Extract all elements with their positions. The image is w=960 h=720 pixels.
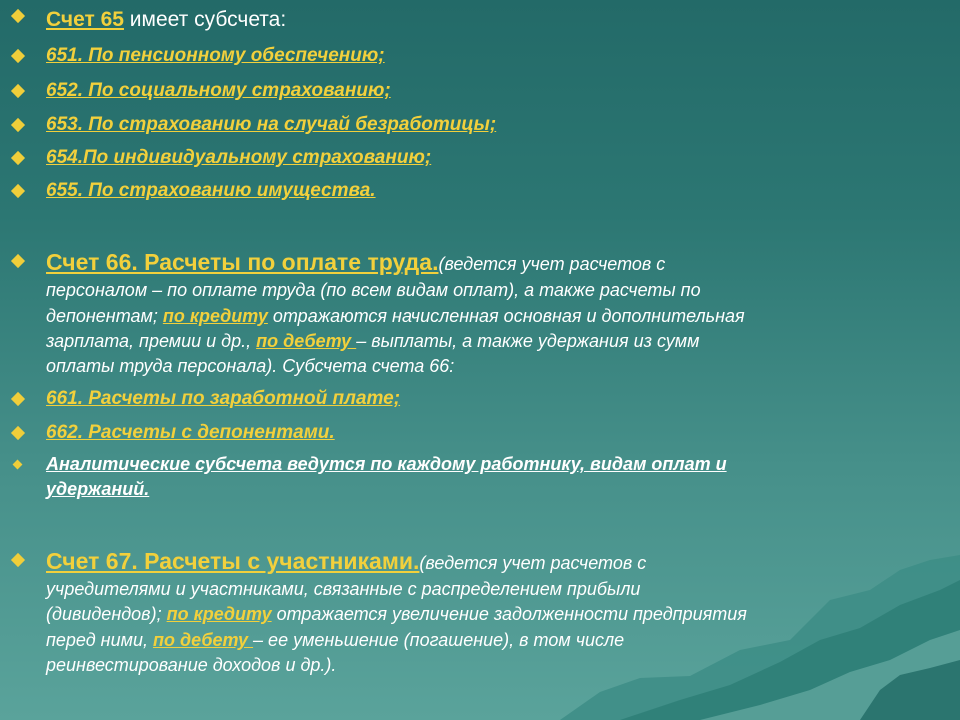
text-fragment: – выплаты, а также удержания из сумм bbox=[356, 331, 700, 351]
account-66-line3 bbox=[46, 306, 745, 327]
account-66-line5: оплаты труда персонала). Субсчета счета 66: bbox=[46, 356, 455, 376]
credit-link[interactable]: по кредиту bbox=[166, 604, 272, 624]
account-67-line3 bbox=[46, 604, 747, 625]
text-fragment: зарплата, премии и др., bbox=[46, 331, 257, 351]
account-67-desc: (ведется учет расчетов с bbox=[419, 553, 647, 573]
subaccount-661[interactable]: 661. Расчеты по заработной плате; bbox=[46, 388, 401, 409]
subaccount-655[interactable]: 655. По страхованию имущества. bbox=[46, 180, 376, 201]
text-fragment: (дивидендов); bbox=[46, 604, 167, 624]
bullet-icon bbox=[11, 84, 25, 98]
account-66-desc: (ведется учет расчетов с bbox=[438, 254, 666, 274]
bullet-icon bbox=[11, 553, 25, 567]
credit-link[interactable]: по кредиту bbox=[162, 306, 268, 326]
account-66-line2: персоналом – по оплате труда (по всем видам оплат), а также расчеты по bbox=[46, 280, 701, 300]
text-fragment: отражаются начисленная основная и дополнительная bbox=[267, 306, 745, 326]
bullet-icon bbox=[11, 426, 25, 440]
account-67-line4 bbox=[46, 630, 624, 651]
text-fragment: депонентам; bbox=[46, 306, 163, 326]
text-fragment: – ее уменьшение (погашение), в том числе bbox=[253, 630, 625, 650]
account-66-line4 bbox=[46, 331, 699, 352]
bullet-icon bbox=[13, 460, 23, 470]
subaccount-652[interactable]: 652. По социальному страхованию; bbox=[46, 80, 391, 101]
subaccount-653[interactable]: 653. По страхованию на случай безработицы; bbox=[46, 114, 497, 135]
bullet-icon bbox=[11, 392, 25, 406]
analytic-line2: удержаний. bbox=[46, 479, 150, 499]
bullet-icon bbox=[11, 118, 25, 132]
bullet-icon bbox=[11, 184, 25, 198]
bullet-icon bbox=[11, 151, 25, 165]
bullet-icon bbox=[11, 9, 25, 23]
account-65-link[interactable]: Счет 65 bbox=[46, 8, 124, 31]
subaccount-651[interactable]: 651. По пенсионному обеспечению; bbox=[46, 45, 385, 66]
header-text: имеет субсчета: bbox=[123, 8, 287, 31]
bullet-icon bbox=[11, 49, 25, 63]
account-66-line1 bbox=[46, 249, 665, 276]
debit-link[interactable]: по дебету bbox=[152, 630, 254, 650]
account-67-line5: реинвестирование доходов и др.). bbox=[46, 655, 337, 675]
account-67-title[interactable]: Счет 67. Расчеты с участниками. bbox=[46, 548, 420, 574]
subaccount-654[interactable]: 654.По индивидуальному страхованию; bbox=[46, 147, 432, 168]
header-line bbox=[46, 8, 286, 32]
subaccount-662[interactable]: 662. Расчеты с депонентами. bbox=[46, 422, 335, 443]
account-67-line2: учредителями и участниками, связанные с распределением прибыли bbox=[46, 579, 641, 599]
text-fragment: перед ними, bbox=[46, 630, 153, 650]
debit-link[interactable]: по дебету bbox=[256, 331, 357, 351]
account-67-line1 bbox=[46, 548, 646, 575]
analytic-line1: Аналитические субсчета ведутся по каждому работнику, видам оплат и bbox=[46, 454, 727, 474]
text-fragment: отражается увеличение задолженности предприятия bbox=[271, 604, 747, 624]
account-66-title[interactable]: Счет 66. Расчеты по оплате труда. bbox=[46, 249, 439, 275]
bullet-icon bbox=[11, 254, 25, 268]
